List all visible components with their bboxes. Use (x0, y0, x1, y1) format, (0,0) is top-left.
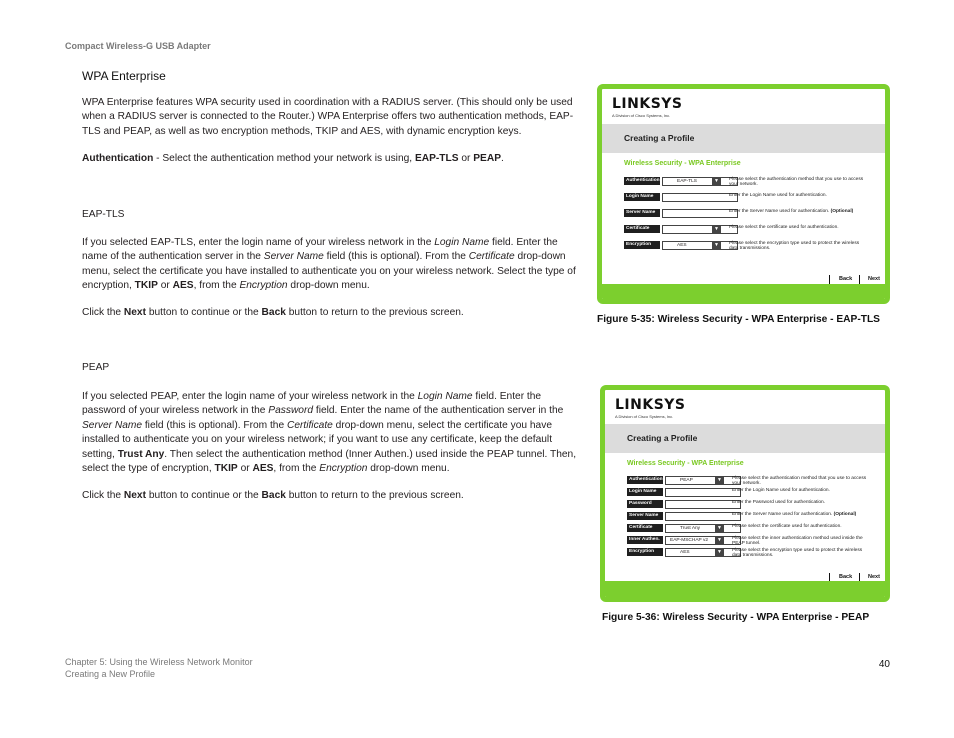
field-description: Please select the encryption type used to protect the wireless data transmissions. (729, 241, 860, 252)
encryption-select[interactable]: AES (662, 241, 738, 250)
section-heading-wpa-enterprise: WPA Enterprise (82, 69, 166, 83)
field-label: Server Name (624, 209, 660, 217)
field-description: Please select the inner authentication method used inside the PEAP tunnel. (732, 536, 863, 547)
peap-navigation-paragraph: Click the Next button to continue or the Back button to return to the previous screen. (82, 490, 464, 501)
field-description: Please select the authentication method that you use to access your network. (732, 476, 867, 487)
footer-chapter: Chapter 5: Using the Wireless Network Monitor (65, 657, 253, 667)
chevron-down-icon[interactable]: ▼ (715, 536, 724, 545)
field-description: Enter the Login Name used for authentication. (732, 488, 830, 493)
figure-eap-tls-screenshot (597, 84, 890, 304)
linksys-logo-subtitle: A Division of Cisco Systems, Inc. (612, 113, 671, 118)
chevron-down-icon[interactable]: ▼ (712, 241, 721, 250)
band-title: Creating a Profile (627, 433, 698, 443)
wireless-security-title: Wireless Security - WPA Enterprise (627, 460, 744, 467)
field-description: Please select the authentication method that you use to access your network. (729, 177, 864, 188)
wireless-security-title: Wireless Security - WPA Enterprise (624, 160, 741, 167)
certificate-select[interactable] (662, 225, 738, 234)
field-label: Login Name (624, 193, 660, 201)
field-label: Password (627, 500, 663, 508)
band-title: Creating a Profile (624, 133, 695, 143)
field-description: Enter the Server Name used for authentication. (Optional) (729, 209, 854, 214)
section-heading-peap: PEAP (82, 362, 110, 373)
login-name-input[interactable] (662, 193, 738, 202)
nav-separator (829, 275, 830, 284)
figure-caption-eap-tls: Figure 5-35: Wireless Security - WPA Enterprise - EAP-TLS (597, 314, 880, 325)
field-label: Certificate (624, 225, 660, 233)
field-label: Certificate (627, 524, 663, 532)
authentication-paragraph: Authentication - Select the authentication method your network is using, EAP-TLS or PEAP. (82, 153, 504, 164)
bottom-bar (602, 284, 885, 299)
next-button[interactable]: Next (868, 276, 880, 282)
server-name-input[interactable] (662, 209, 738, 218)
field-description: Please select the encryption type used to protect the wireless data transmissions. (732, 548, 863, 559)
wpa-enterprise-intro: WPA Enterprise features WPA security used in coordination with a RADIUS server. (This should only be used when a RADIUS server is connected to the Router.) WPA Enterprise offers two authentication methods, EAP-TLS and PEAP, as well as two encryption methods, TKIP and AES, with dynamic encryption keys. (82, 97, 574, 137)
peap-paragraph: If you selected PEAP, enter the login name of your wireless network in the Login Name field. Enter the password of your wireless network in the Password field. Enter the name of the authentication server in the Server Name field (this is optional). From the Certificate drop-down menu, select the certificate you have installed to authenticate you on your wireless network; if you want to use any certificate, keep the default setting, Trust Any. Then select the authentication method (Inner Authen.) used inside the PEAP tunnel. Then, select the type of encryption, TKIP or AES, from the Encryption drop-down menu. (82, 391, 577, 475)
certificate-select[interactable]: Trust Any (665, 524, 741, 533)
field-label: Inner Authen. (627, 536, 663, 544)
password-input[interactable] (665, 500, 741, 509)
bottom-bar (605, 581, 885, 597)
nav-separator (859, 275, 860, 284)
authentication-select[interactable]: PEAP (665, 476, 741, 485)
chevron-down-icon[interactable]: ▼ (712, 225, 721, 234)
eap-tls-navigation-paragraph: Click the Next button to continue or the Back button to return to the previous screen. (82, 307, 464, 318)
running-header: Compact Wireless-G USB Adapter (65, 41, 211, 51)
field-label: Login Name (627, 488, 663, 496)
figure-peap-screenshot (600, 385, 890, 602)
chevron-down-icon[interactable]: ▼ (715, 524, 724, 533)
eap-tls-paragraph: If you selected EAP-TLS, enter the login name of your wireless network in the Login Name field. Enter the name of the authentication server in the Server Name field (this is optional). From the Certificate drop-down menu, select the certificate you have installed to authenticate you on your wireless network. Select the type of encryption, TKIP or AES, from the Encryption drop-down menu. (82, 237, 576, 292)
footer-section: Creating a New Profile (65, 669, 156, 679)
field-description: Please select the certificate used for authentication. (729, 225, 839, 230)
field-label: Encryption (627, 548, 663, 556)
field-label: Encryption (624, 241, 660, 249)
linksys-logo: LINKSYS (615, 397, 686, 413)
field-description: Please select the certificate used for authentication. (732, 524, 842, 529)
field-description: Enter the Login Name used for authentication. (729, 193, 827, 198)
authentication-select[interactable]: EAP-TLS (662, 177, 738, 186)
field-description: Enter the Server Name used for authentication. (Optional) (732, 512, 857, 517)
chevron-down-icon[interactable]: ▼ (715, 476, 724, 485)
page-number: 40 (878, 659, 890, 670)
field-description: Enter the Password used for authentication. (732, 500, 826, 505)
linksys-logo-subtitle: A Division of Cisco Systems, Inc. (615, 414, 674, 419)
section-heading-eap-tls: EAP-TLS (82, 209, 125, 220)
figure-caption-peap: Figure 5-36: Wireless Security - WPA Enterprise - PEAP (602, 612, 870, 623)
server-name-input[interactable] (665, 512, 741, 521)
chevron-down-icon[interactable]: ▼ (712, 177, 721, 186)
login-name-input[interactable] (665, 488, 741, 497)
field-label: Authentication (629, 477, 663, 482)
back-button[interactable]: Back (839, 574, 853, 580)
linksys-logo: LINKSYS (612, 96, 683, 112)
chevron-down-icon[interactable]: ▼ (715, 548, 724, 557)
inner-authen-select[interactable]: EAP-MSCHAP v2 (665, 536, 741, 545)
back-button[interactable]: Back (839, 276, 853, 282)
field-label: Server Name (627, 512, 663, 520)
next-button[interactable]: Next (868, 574, 880, 580)
field-label: Authentication (626, 178, 660, 183)
encryption-select[interactable]: AES (665, 548, 741, 557)
authentication-term: Authentication (82, 153, 154, 164)
